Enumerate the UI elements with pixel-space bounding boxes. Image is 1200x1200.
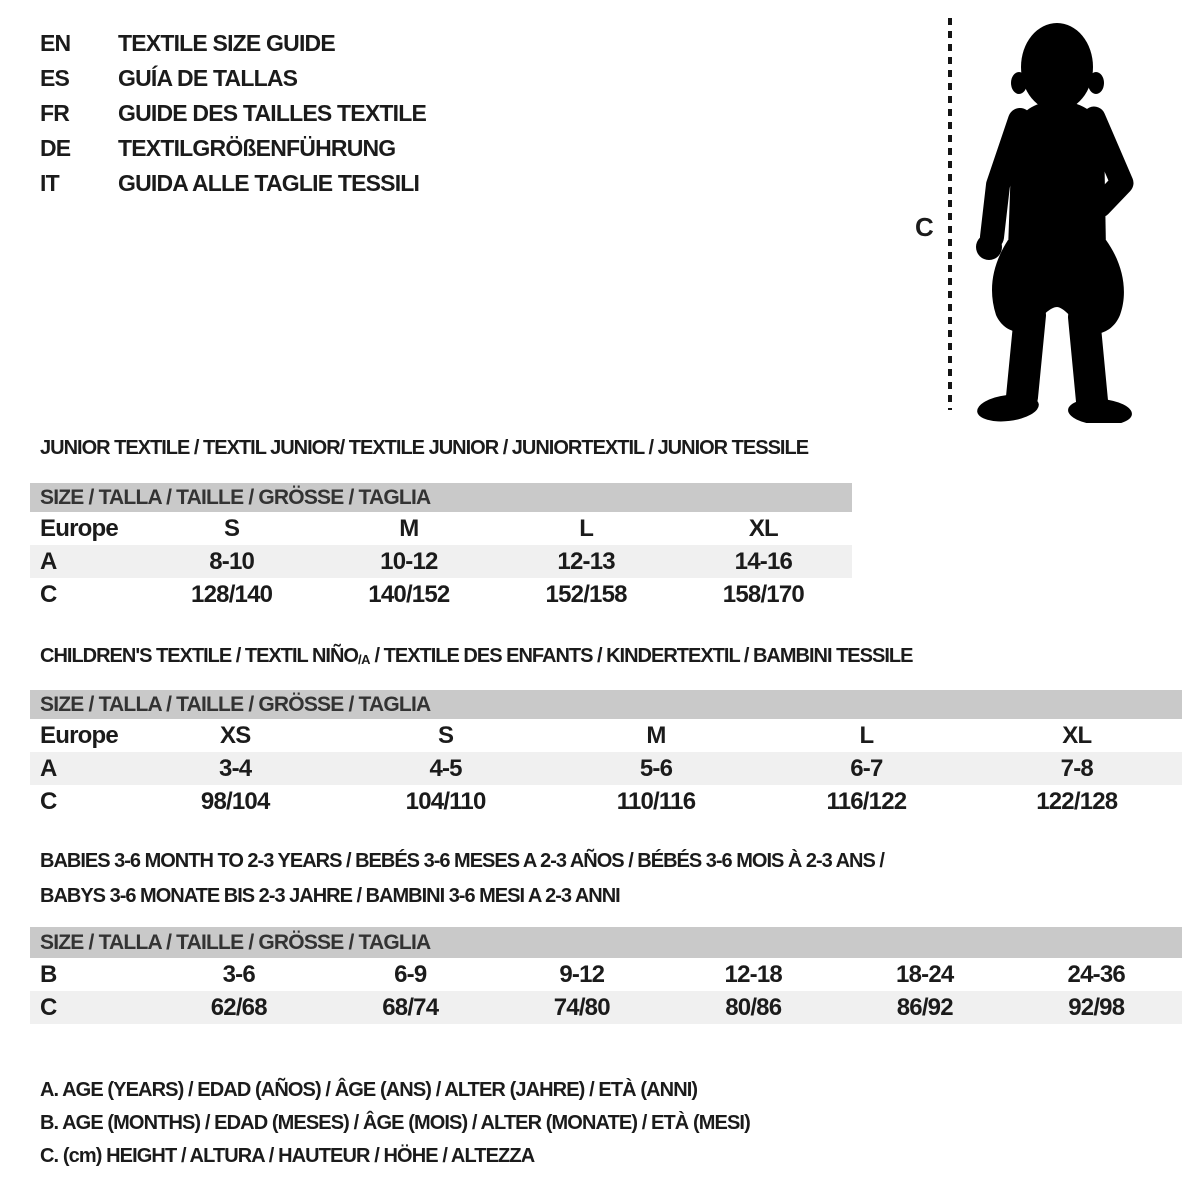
junior-section-title: JUNIOR TEXTILE / TEXTIL JUNIOR/ TEXTILE JUNIOR / JUNIORTEXTIL / JUNIOR TESSILE <box>40 437 809 459</box>
table-row-age-years <box>30 752 1182 785</box>
junior-size-table <box>30 483 852 611</box>
height-cell: 122/128 <box>1036 788 1118 815</box>
language-code: EN <box>40 30 71 56</box>
legend-line-b: B. AGE (MONTHS) / EDAD (MESES) / ÂGE (MOIS) / ALTER (MONATE) / ETÀ (MESI) <box>40 1112 750 1134</box>
height-cell: 80/86 <box>725 994 782 1021</box>
table-row-age-years <box>30 545 852 578</box>
size-cell: S <box>437 722 454 749</box>
age-cell: 3-4 <box>219 755 252 782</box>
age-cell: 7-8 <box>1060 755 1093 782</box>
language-code: IT <box>40 170 59 196</box>
children-title-sub: /A <box>357 652 370 667</box>
language-title: GUÍA DE TALLAS <box>118 65 298 91</box>
language-title: TEXTILGRÖßENFÜHRUNG <box>118 135 396 161</box>
height-cell: 128/140 <box>191 581 273 608</box>
table-row-europe <box>30 719 1182 752</box>
age-cell: 24-36 <box>1067 961 1125 988</box>
height-cell: 110/116 <box>616 788 696 815</box>
row-label: C <box>40 788 57 815</box>
age-cell: 18-24 <box>896 961 954 988</box>
height-cell: 86/92 <box>896 994 953 1021</box>
row-label: A <box>40 755 57 782</box>
height-cell: 152/158 <box>545 581 627 608</box>
row-label: Europe <box>40 515 118 542</box>
language-title: GUIDA ALLE TAGLIE TESSILI <box>118 170 420 196</box>
height-cell: 74/80 <box>553 994 610 1021</box>
table-row-height-cm <box>30 785 1182 818</box>
size-cell: XL <box>748 515 778 542</box>
height-cell: 98/104 <box>200 788 270 815</box>
babies-section-title <box>40 844 884 914</box>
height-cell: 116/122 <box>826 788 907 815</box>
height-measure-figure <box>0 0 1200 430</box>
age-cell: 3-6 <box>222 961 255 988</box>
language-code: ES <box>40 65 70 91</box>
babies-table-header: SIZE / TALLA / TAILLE / GRÖSSE / TAGLIA <box>30 927 1182 958</box>
junior-table-header: SIZE / TALLA / TAILLE / GRÖSSE / TAGLIA <box>30 483 852 512</box>
height-cell: 104/110 <box>405 788 486 815</box>
language-title: TEXTILE SIZE GUIDE <box>118 30 335 56</box>
age-cell: 4-5 <box>429 755 462 782</box>
height-dashed-line <box>948 18 952 410</box>
legend <box>40 1074 750 1173</box>
height-cell: 62/68 <box>210 994 267 1021</box>
height-cell: 158/170 <box>722 581 804 608</box>
table-row-height-cm <box>30 578 852 611</box>
legend-line-a: A. AGE (YEARS) / EDAD (AÑOS) / ÂGE (ANS) / ALTER (JAHRE) / ETÀ (ANNI) <box>40 1079 698 1101</box>
row-label: C <box>40 581 57 608</box>
size-cell: S <box>224 515 240 542</box>
row-label: Europe <box>40 722 118 749</box>
age-cell: 9-12 <box>559 961 605 988</box>
language-code: DE <box>40 135 71 161</box>
children-size-table <box>30 690 1182 818</box>
table-row-age-months <box>30 958 1182 991</box>
toddler-silhouette-icon <box>972 15 1140 423</box>
height-cell: 68/74 <box>382 994 439 1021</box>
babies-title-line2: BABYS 3-6 MONATE BIS 2-3 JAHRE / BAMBINI 3-6 MESI A 2-3 ANNI <box>40 885 620 907</box>
size-cell: L <box>579 515 594 542</box>
age-cell: 8-10 <box>209 548 255 575</box>
children-section-title <box>40 644 912 670</box>
age-cell: 12-13 <box>557 548 615 575</box>
age-cell: 10-12 <box>380 548 438 575</box>
table-row-europe <box>30 512 852 545</box>
height-measure-label: C <box>915 212 934 242</box>
size-cell: M <box>399 515 419 542</box>
children-table-header: SIZE / TALLA / TAILLE / GRÖSSE / TAGLIA <box>30 690 1182 719</box>
table-row-height-cm <box>30 991 1182 1024</box>
age-cell: 6-9 <box>394 961 427 988</box>
size-cell: XS <box>219 722 251 749</box>
size-cell: L <box>859 722 874 749</box>
legend-line-c: C. (cm) HEIGHT / ALTURA / HAUTEUR / HÖHE / ALTEZZA <box>40 1145 535 1167</box>
age-cell: 12-18 <box>724 961 782 988</box>
age-cell: 5-6 <box>639 755 673 782</box>
height-cell: 92/98 <box>1068 994 1125 1021</box>
babies-title-line1: BABIES 3-6 MONTH TO 2-3 YEARS / BEBÉS 3-6 MESES A 2-3 AÑOS / BÉBÉS 3-6 MOIS À 2-3 ANS / <box>40 850 884 872</box>
height-cell: 140/152 <box>368 581 450 608</box>
children-title-rest: / TEXTILE DES ENFANTS / KINDERTEXTIL / BAMBINI TESSILE <box>369 645 913 667</box>
row-label: C <box>40 994 57 1021</box>
language-title: GUIDE DES TAILLES TEXTILE <box>118 100 426 126</box>
language-code: FR <box>40 100 70 126</box>
age-cell: 14-16 <box>734 548 793 575</box>
row-label: A <box>40 548 57 575</box>
children-title-main: CHILDREN'S TEXTILE / TEXTIL NIÑO <box>40 645 358 667</box>
age-cell: 6-7 <box>850 755 883 782</box>
row-label: B <box>40 961 57 988</box>
size-cell: M <box>646 722 666 749</box>
size-cell: XL <box>1062 722 1092 749</box>
babies-size-table <box>30 927 1182 1024</box>
